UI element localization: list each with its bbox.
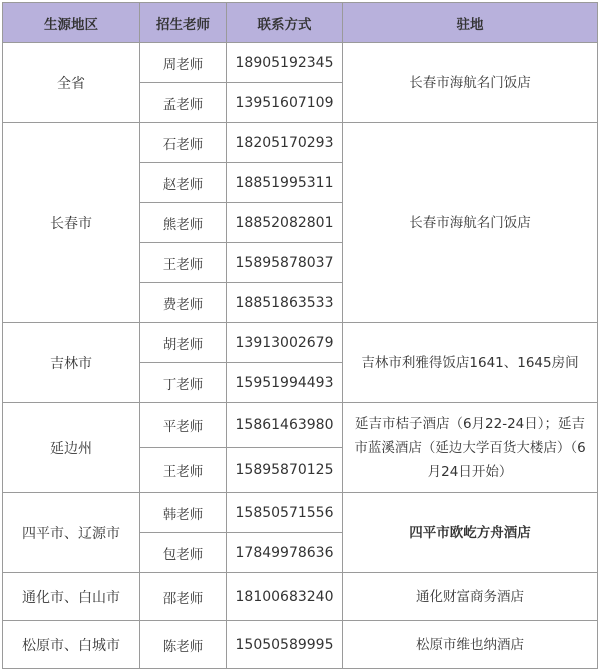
header-teacher: 招生老师 bbox=[140, 3, 227, 43]
table-row bbox=[3, 43, 598, 83]
phone-cell: 15861463980 bbox=[227, 403, 343, 448]
teacher-cell: 王老师 bbox=[140, 448, 227, 493]
teacher-cell: 费老师 bbox=[140, 283, 227, 323]
region-cell: 四平市、辽源市 bbox=[3, 493, 140, 573]
table-row bbox=[3, 403, 598, 448]
phone-cell: 15951994493 bbox=[227, 363, 343, 403]
teacher-cell: 石老师 bbox=[140, 123, 227, 163]
header-row bbox=[3, 3, 598, 43]
location-cell: 吉林市利雅得饭店1641、1645房间 bbox=[343, 323, 598, 403]
header-location: 驻地 bbox=[343, 3, 598, 43]
phone-cell: 15895870125 bbox=[227, 448, 343, 493]
teacher-cell: 韩老师 bbox=[140, 493, 227, 533]
table-row bbox=[3, 573, 598, 621]
teacher-cell: 胡老师 bbox=[140, 323, 227, 363]
location-cell: 四平市欧屹方舟酒店 bbox=[343, 493, 598, 573]
phone-cell: 13951607109 bbox=[227, 83, 343, 123]
region-cell: 长春市 bbox=[3, 123, 140, 323]
table-row bbox=[3, 493, 598, 533]
teacher-cell: 包老师 bbox=[140, 533, 227, 573]
phone-cell: 18851995311 bbox=[227, 163, 343, 203]
phone-cell: 18852082801 bbox=[227, 203, 343, 243]
region-cell: 全省 bbox=[3, 43, 140, 123]
location-cell: 延吉市桔子酒店（6月22-24日）；延吉市蓝溪酒店（延边大学百货大楼店）（6月24日开始） bbox=[343, 403, 598, 493]
teacher-cell: 陈老师 bbox=[140, 621, 227, 669]
region-cell: 吉林市 bbox=[3, 323, 140, 403]
teacher-cell: 邵老师 bbox=[140, 573, 227, 621]
teacher-cell: 周老师 bbox=[140, 43, 227, 83]
location-cell: 长春市海航名门饭店 bbox=[343, 123, 598, 323]
table-row bbox=[3, 323, 598, 363]
header-contact: 联系方式 bbox=[227, 3, 343, 43]
teacher-cell: 熊老师 bbox=[140, 203, 227, 243]
phone-cell: 17849978636 bbox=[227, 533, 343, 573]
recruitment-contact-table bbox=[2, 2, 598, 669]
teacher-cell: 丁老师 bbox=[140, 363, 227, 403]
phone-cell: 15895878037 bbox=[227, 243, 343, 283]
table-row bbox=[3, 123, 598, 163]
region-cell: 松原市、白城市 bbox=[3, 621, 140, 669]
teacher-cell: 孟老师 bbox=[140, 83, 227, 123]
location-cell: 松原市维也纳酒店 bbox=[343, 621, 598, 669]
teacher-cell: 王老师 bbox=[140, 243, 227, 283]
table-row bbox=[3, 621, 598, 669]
phone-cell: 15850571556 bbox=[227, 493, 343, 533]
region-cell: 延边州 bbox=[3, 403, 140, 493]
phone-cell: 18851863533 bbox=[227, 283, 343, 323]
phone-cell: 18905192345 bbox=[227, 43, 343, 83]
teacher-cell: 平老师 bbox=[140, 403, 227, 448]
teacher-cell: 赵老师 bbox=[140, 163, 227, 203]
phone-cell: 13913002679 bbox=[227, 323, 343, 363]
phone-cell: 18205170293 bbox=[227, 123, 343, 163]
location-cell: 长春市海航名门饭店 bbox=[343, 43, 598, 123]
location-cell: 通化财富商务酒店 bbox=[343, 573, 598, 621]
phone-cell: 15050589995 bbox=[227, 621, 343, 669]
region-cell: 通化市、白山市 bbox=[3, 573, 140, 621]
phone-cell: 18100683240 bbox=[227, 573, 343, 621]
header-region: 生源地区 bbox=[3, 3, 140, 43]
